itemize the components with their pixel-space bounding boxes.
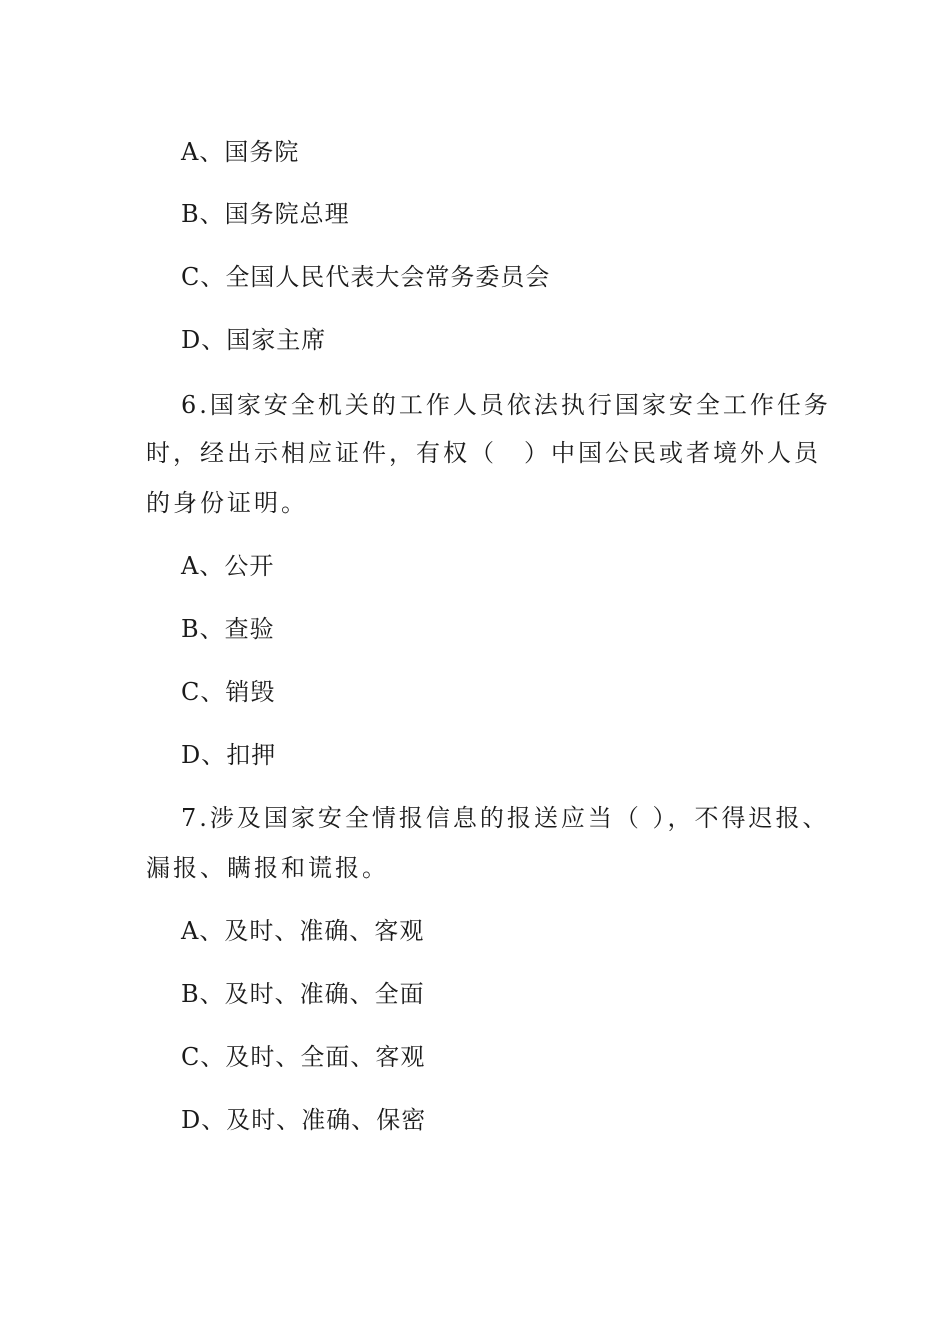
q7-option-a: A、及时、准确、客观: [181, 917, 425, 945]
q6-question-line-2: 时，经出示相应证件，有权（ ）中国公民或者境外人员: [146, 439, 821, 467]
q7-option-d: D、及时、准确、保密: [181, 1106, 427, 1134]
q5-option-b: B、国务院总理: [181, 200, 350, 228]
q6-option-c: C、销毁: [181, 678, 276, 706]
q7-option-c: C、及时、全面、客观: [181, 1043, 426, 1071]
q5-option-c: C、全国人民代表大会常务委员会: [181, 263, 551, 291]
q7-question-line-1: 7.涉及国家安全情报信息的报送应当（ ），不得迟报、: [181, 804, 830, 832]
q7-option-b: B、及时、准确、全面: [181, 980, 425, 1008]
q6-question-line-3: 的身份证明。: [146, 489, 308, 517]
q5-option-d: D、国家主席: [181, 326, 327, 354]
q6-option-b: B、查验: [181, 615, 275, 643]
q5-option-a: A、国务院: [181, 138, 300, 166]
q7-question-line-2: 漏报、瞒报和谎报。: [146, 854, 389, 882]
q6-question-line-1: 6.国家安全机关的工作人员依法执行国家安全工作任务: [181, 391, 831, 419]
q6-option-a: A、公开: [181, 552, 275, 580]
q6-option-d: D、扣押: [181, 741, 277, 769]
